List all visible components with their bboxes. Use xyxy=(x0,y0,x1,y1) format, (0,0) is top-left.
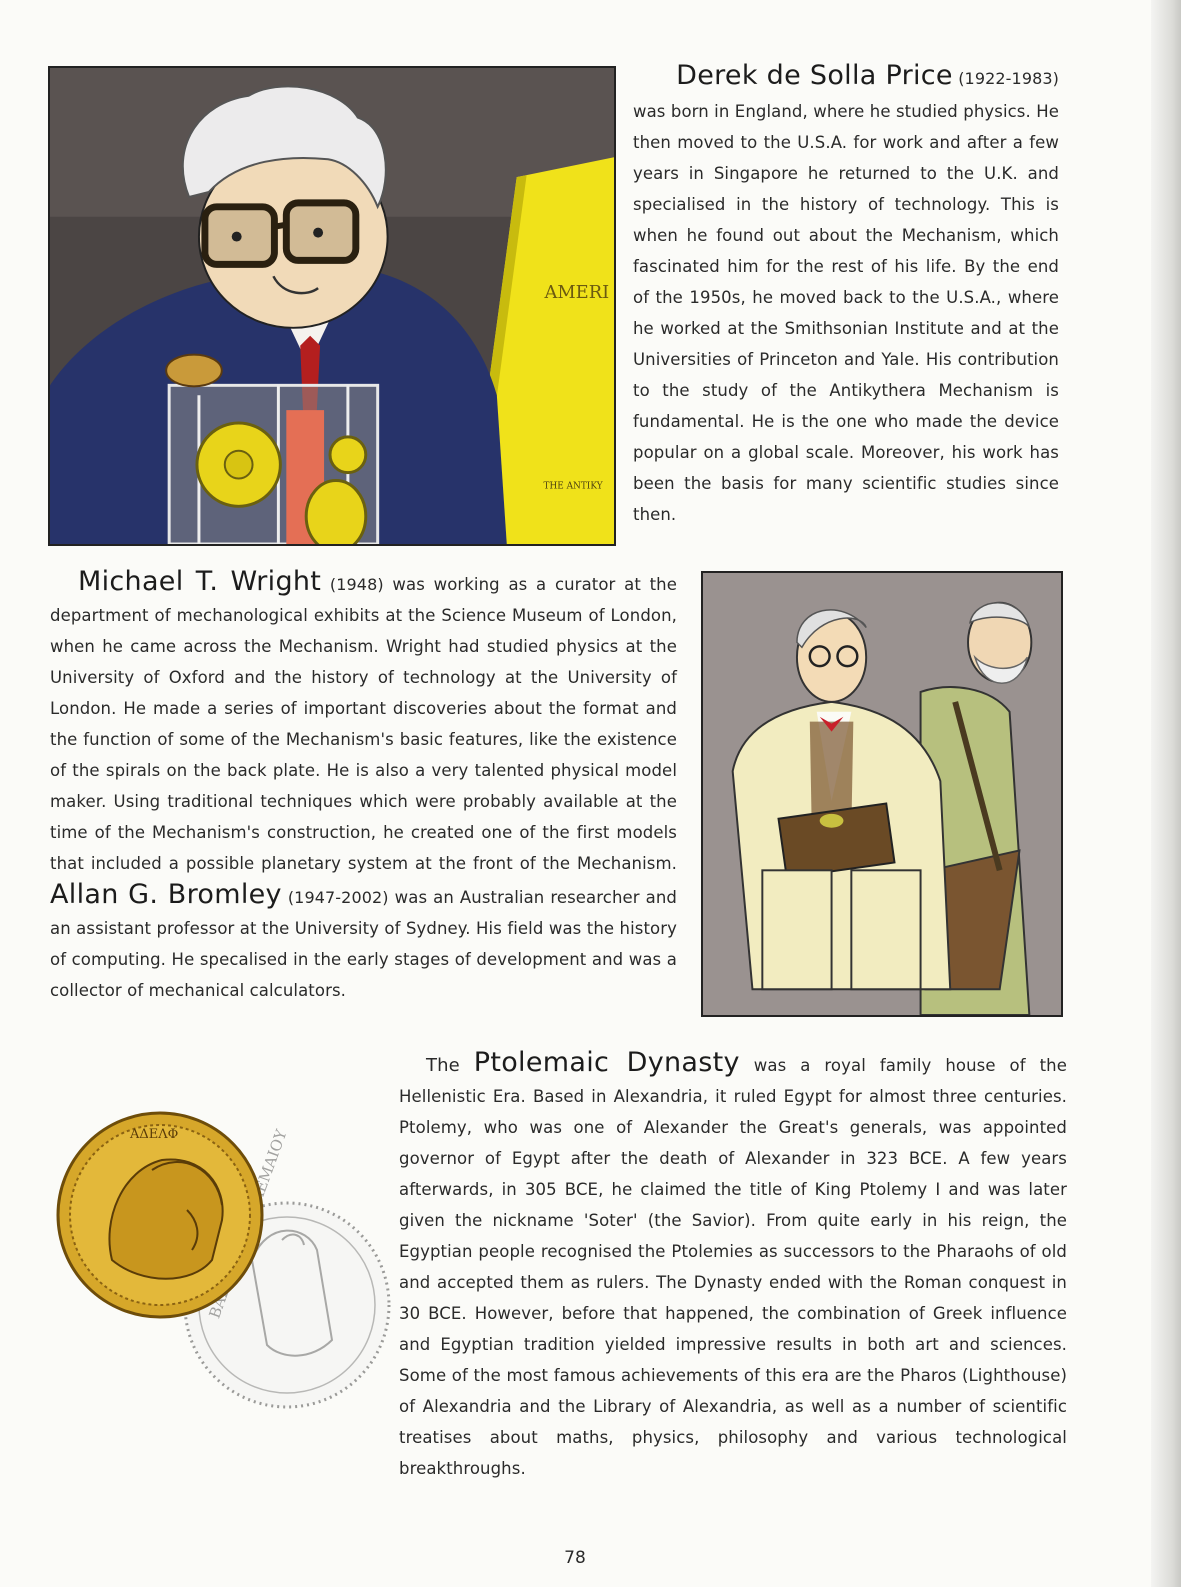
wright-paragraph xyxy=(50,566,677,1006)
illustration-derek-de-solla-price xyxy=(48,66,616,546)
bromley-years: (1947-2002) xyxy=(287,888,389,907)
price-paragraph xyxy=(633,60,1059,530)
ptolemaic-prefix: The xyxy=(426,1055,460,1076)
price-name: Derek de Solla Price xyxy=(676,60,953,91)
wright-years: (1948) xyxy=(329,575,384,594)
front-coin-legend: ΑΔΕΛΦ xyxy=(130,1127,179,1142)
page-number: 78 xyxy=(564,1548,586,1568)
wright-body: was working as a curator at the department of mechanological exhibits at the Science Museum of London, when he came across the Mechanism. Wright had studied physics at the University of Oxford and the history of technology at the University of London. He made a series of important discoveries about the format and the function of some of the Mechanism's basic features, like the existence of the spirals on the back plate. He is also a very talented physical model maker. Using traditional techniques which were probably available at the time of the Mechanism's construction, he created one of the first models that included a possible planetary system at the front of the Mechanism. xyxy=(50,575,677,873)
page-edge xyxy=(1151,0,1181,1587)
book-subtitle: THE ANTIKY xyxy=(543,481,603,492)
wright-name: Michael T. Wright xyxy=(78,566,322,597)
bromley-name: Allan G. Bromley xyxy=(50,879,282,910)
illustration-wright-and-bromley xyxy=(701,571,1063,1017)
ptolemaic-paragraph xyxy=(399,1047,1067,1484)
ptolemaic-coins-illustration xyxy=(52,1110,392,1430)
back-coin-legend: ΠΤΟΛΕΜΑΙΟΥ xyxy=(235,1127,291,1239)
bromley-body: was an Australian researcher and an assistant professor at the University of Sydney. His field was the history of computing. He specalised in the early stages of development and was a collector of mechanical calculators. xyxy=(50,888,677,1000)
ptolemaic-body: was a royal family house of the Hellenistic Era. Based in Alexandria, it ruled Egypt for almost three centuries. Ptolemy, who was one of Alexander the Great's generals, was appointed governor of Egypt after the death of Alexander in 323 BCE. A few years afterwards, in 305 BCE, he claimed the title of King Ptolemy I and was later given the nickname 'Soter' (the Savior). From quite early in his reign, the Egyptian people recognised the Ptolemies as successors to the Pharaohs of old and accepted them as rulers. The Dynasty ended with the Roman conquest in 30 BCE. However, before that happened, the combination of Greek influence and Egyptian tradition yielded impressive results in both art and sciences. Some of the most famous achievements of this era are the Pharos (Lighthouse) of Alexandria and the Library of Alexandria, as well as a number of scientific treatises about maths, physics, philosophy and various technological breakthroughs. xyxy=(399,1056,1067,1478)
book-title: AMERI xyxy=(544,282,610,304)
price-years: (1922-1983) xyxy=(958,69,1059,88)
price-body: was born in England, where he studied physics. He then moved to the U.S.A. for work and after a few years in Singapore he returned to the U.K. and specialised in the history of technology. This is when he found out about the Mechanism, which fascinated him for the rest of his life. By the end of the 1950s, he moved back to the U.S.A., where he worked at the Smithsonian Institute and at the Universities of Princeton and Yale. His contribution to the study of the Antikythera Mechanism is fundamental. He is the one who made the device popular on a global scale. Moreover, his work has been the basis for many scientific studies since then. xyxy=(633,102,1059,524)
ptolemaic-name: Ptolemaic Dynasty xyxy=(473,1047,740,1078)
